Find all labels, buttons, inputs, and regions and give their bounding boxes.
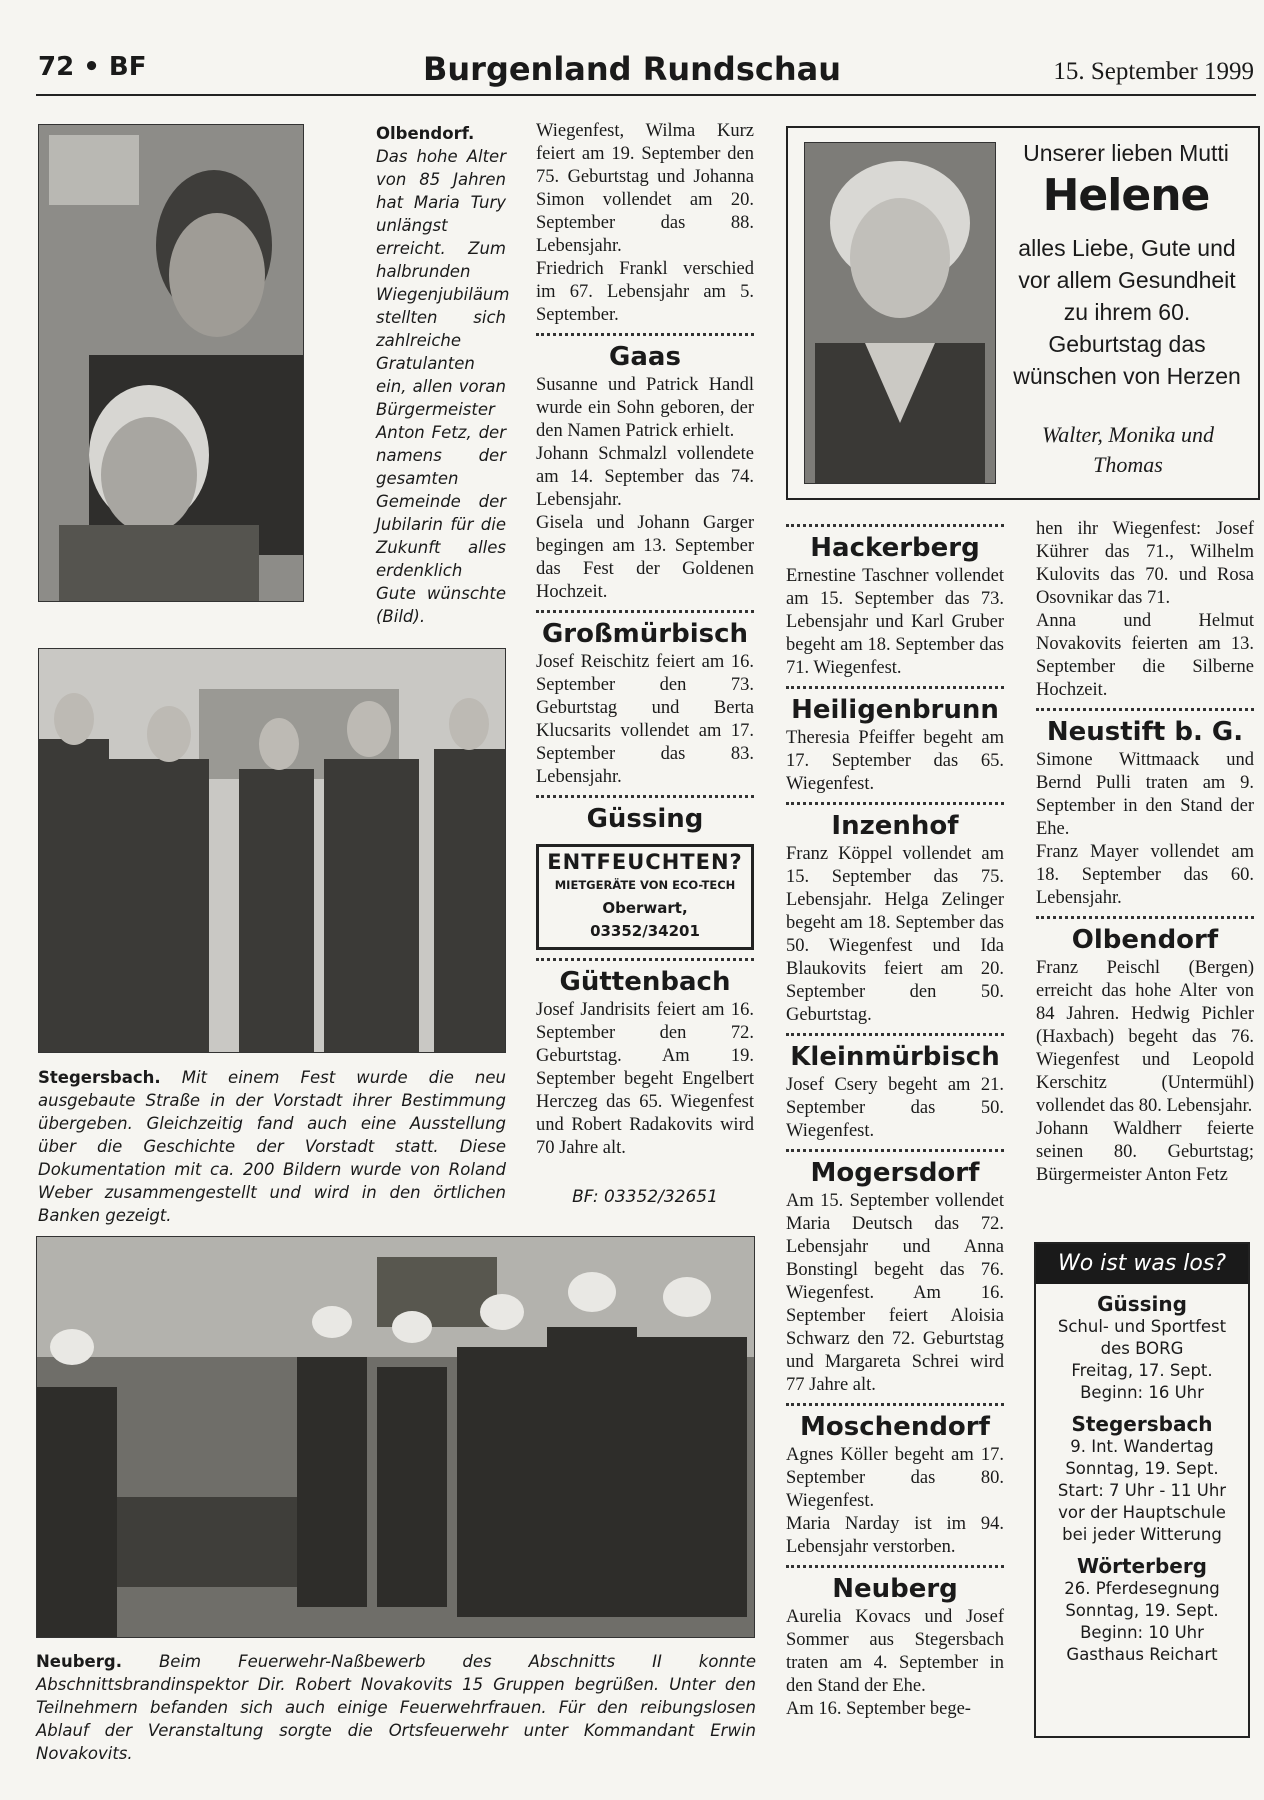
event-line: 26. Pferdesegnung <box>1064 1579 1220 1598</box>
photo-olbendorf <box>38 124 304 602</box>
article-text: Aurelia Kovacs und Josef Sommer aus Stegersbach traten am 4. September in den Stand der Ehe. <box>786 1607 1004 1696</box>
article-text: Ernestine Taschner vollendet am 15. September das 73. Lebensjahr und Karl Gruber begeht am 18. September das 71. Wiegenfest. <box>786 566 1004 678</box>
issue-date: 15. September 1999 <box>1053 58 1254 85</box>
event-town: Wörterberg <box>1077 1554 1207 1578</box>
column-4 <box>1036 518 1254 1187</box>
dotted-divider <box>786 1565 1004 1568</box>
article-text: hen ihr Wiegenfest: Josef Kührer das 71., Wilhelm Kulovits das 70. und Rosa Osovnikar das 71. <box>1036 519 1254 608</box>
ad-headline: ENTFEUCHTEN? <box>547 850 743 874</box>
event-line: Gasthaus Reichart <box>1066 1645 1218 1664</box>
heading-kleinmuerbisch: Kleinmürbisch <box>790 1042 1000 1072</box>
dotted-divider <box>536 333 754 336</box>
ad-birthday-helene <box>786 126 1260 500</box>
heading-hackerberg: Hackerberg <box>810 533 980 563</box>
article-text: Theresia Pfeiffer begeht am 17. September das 65. Wiegenfest. <box>786 728 1004 794</box>
article-text: Maria Narday ist im 94. Lebensjahr verstorben. <box>786 1514 1004 1557</box>
dotted-divider <box>786 1033 1004 1036</box>
article-text: Simone Wittmaack und Bernd Pulli traten am 9. September in den Stand der Ehe. <box>1036 750 1254 839</box>
event-line: vor der Hauptschule <box>1058 1503 1226 1522</box>
event-line: Beginn: 10 Uhr <box>1080 1623 1204 1642</box>
heading-heiligenbrunn: Heiligenbrunn <box>791 695 999 725</box>
article-text: Franz Köppel vollendet am 15. September das 75. Lebensjahr. Helga Zelinger begeht am 18. September das 50. Wiegenfest und Ida Blaukovits feiert am 20. September den 50. Geburtstag. <box>786 844 1004 1025</box>
article-text: Susanne und Patrick Handl wurde ein Sohn geboren, der den Namen Patrick erhielt. <box>536 375 754 441</box>
photo-helene <box>804 142 996 484</box>
dotted-divider <box>536 610 754 613</box>
heading-grossmuerbisch: Großmürbisch <box>541 619 749 649</box>
ad-signature: Walter, Monika und Thomas <box>1041 422 1215 477</box>
article-text: Josef Reischitz feiert am 16. September den 73. Geburtstag und Berta Klucsarits vollendet am 17. September das 83. Lebensjahr. <box>536 652 754 787</box>
ad-name: Helene <box>1042 170 1210 221</box>
article-text: Franz Mayer vollendet am 18. September das 60. Lebensjahr. <box>1036 842 1254 908</box>
article-text: Am 15. September vollendet Maria Deutsch das 72. Lebensjahr und Anna Bonstingl begeht das 76. Wiegenfest. Am 16. September feiert Aloisia Schwarz den 72. Geburtstag und Margareta Schrei wird 77 Jahre alt. <box>786 1191 1004 1395</box>
heading-neuberg: Neuberg <box>832 1574 958 1604</box>
heading-mogersdorf: Mogersdorf <box>810 1158 980 1188</box>
article-text: Agnes Köller begeht am 17. September das 80. Wiegenfest. <box>786 1445 1004 1511</box>
article-text: Anna und Helmut Novakovits feierten am 13. September die Silberne Hochzeit. <box>1036 611 1254 700</box>
event-line: Freitag, 17. Sept. <box>1071 1361 1213 1380</box>
ad-contact: Oberwart, 03352/34201 <box>590 899 700 940</box>
event-line: Start: 7 Uhr - 11 Uhr <box>1057 1481 1227 1500</box>
article-text: Franz Peischl (Bergen) erreicht das hohe Alter von 84 Jahren. Hedwig Pichler (Haxbach) begeht das 76. Wiegenfest und Leopold Kerschitz (Untermühl) vollendet das 80. Lebensjahr. <box>1036 958 1254 1116</box>
dotted-divider <box>786 686 1004 689</box>
event-town: Stegersbach <box>1071 1412 1213 1436</box>
heading-inzenhof: Inzenhof <box>831 811 959 841</box>
event-line: bei jeder Witterung <box>1062 1525 1222 1544</box>
event-line: Beginn: 16 Uhr <box>1080 1383 1204 1402</box>
dotted-divider <box>1036 708 1254 711</box>
ad-subline: MIETGERÄTE VON ECO-TECH <box>554 878 736 892</box>
events-title: Wo ist was los? <box>1036 1244 1248 1284</box>
article-text: Johann Schmalzl vollendete am 14. September das 74. Lebensjahr. <box>536 444 754 510</box>
article-text: Josef Csery begeht am 21. September das 50. Wiegenfest. <box>786 1075 1004 1141</box>
caption-text: Das hohe Alter von 85 Jahren hat Maria Tury unlängst erreicht. Zum halbrunden Wiegenjubiläum stellten sich zahlreiche Gratulanten ein, allen voran Bürgermeister Anton Fetz, der namens der gesamten Gemeinde der Jubilarin für die Zukunft alles erdenklich Gute wünschte (Bild). <box>376 147 510 626</box>
phone-number: BF: 03352/32651 <box>572 1187 718 1207</box>
event-line: des BORG <box>1100 1339 1184 1358</box>
article-text: Johann Waldherr feierte seinen 80. Geburtstag; Bürgermeister Anton Fetz <box>1036 1119 1254 1185</box>
article-text: Gisela und Johann Garger begingen am 13. September das Fest der Goldenen Hochzeit. <box>536 513 754 602</box>
dotted-divider <box>1036 916 1254 919</box>
event-line: Sonntag, 19. Sept. <box>1065 1459 1219 1478</box>
article-text: Josef Jandrisits feiert am 16. September den 72. Geburtstag. Am 19. September begeht Engelbert Herczeg das 65. Wiegenfest und Robert Radakovits wird 70 Jahre alt. <box>536 1000 754 1158</box>
dotted-divider <box>786 524 1004 527</box>
header-rule <box>36 94 1256 96</box>
caption-olbendorf <box>376 122 510 628</box>
event-line: Schul- und Sportfest <box>1057 1317 1227 1336</box>
heading-guessing: Güssing <box>586 804 704 834</box>
column-3 <box>786 518 1004 1721</box>
dotted-divider <box>786 1403 1004 1406</box>
heading-gaas: Gaas <box>609 342 681 372</box>
article-text: Am 16. September bege- <box>786 1699 971 1719</box>
caption-neuberg <box>36 1650 756 1765</box>
page-number: 72 • BF <box>38 52 147 82</box>
heading-guettenbach: Güttenbach <box>559 967 731 997</box>
column-2 <box>536 120 754 1209</box>
dotted-divider <box>536 958 754 961</box>
caption-place: Olbendorf. <box>376 124 475 143</box>
event-line: Sonntag, 19. Sept. <box>1065 1601 1219 1620</box>
caption-place: Stegersbach. <box>38 1068 161 1087</box>
event-line: 9. Int. Wandertag <box>1070 1437 1214 1456</box>
events-box <box>1034 1242 1250 1738</box>
photo-stegersbach <box>38 648 506 1053</box>
article-text: Wiegenfest, Wilma Kurz feiert am 19. September den 75. Geburtstag und Johanna Simon vollendet am 20. September das 88. Lebensjahr. <box>536 121 754 256</box>
newspaper-title: Burgenland Rundschau <box>422 50 841 88</box>
dotted-divider <box>786 1149 1004 1152</box>
caption-text: Mit einem Fest wurde die neu ausgebaute Straße in der Vorstadt ihrer Bestimmung übergeben. Gleichzeitig fand auch eine Ausstellung über die Geschichte der Vorstadt statt. Diese Dokumentation mit ca. 200 Bildern wurde von Roland Weber zusammengestellt und wird in den örtlichen Banken gezeigt. <box>38 1068 506 1225</box>
caption-text: Beim Feuerwehr-Naßbewerb des Abschnitts II konnte Abschnittsbrandinspektor Dir. Robert Novakovits 15 Gruppen begrüßen. Unter den Teilnehmern befanden sich auch einige Feuerwehrfrauen. Für den reibungslosen Ablauf der Veranstaltung sorgte die Ortsfeuerwehr unter Kommandant Erwin Novakovits. <box>36 1652 756 1763</box>
ad-message: alles Liebe, Gute und vor allem Gesundheit zu ihrem 60. Geburtstag das wünschen von Herzen <box>1013 235 1241 389</box>
heading-olbendorf: Olbendorf <box>1071 925 1219 955</box>
heading-neustift: Neustift b. G. <box>1046 717 1244 747</box>
dotted-divider <box>786 802 1004 805</box>
event-town: Güssing <box>1097 1292 1187 1316</box>
caption-place: Neuberg. <box>36 1652 122 1671</box>
ad-entfeuchten <box>536 844 754 950</box>
caption-stegersbach <box>38 1066 506 1227</box>
ad-greeting: Unserer lieben Mutti <box>1023 140 1229 166</box>
dotted-divider <box>536 795 754 798</box>
photo-neuberg <box>36 1236 755 1638</box>
article-text: Friedrich Frankl verschied im 67. Lebensjahr am 5. September. <box>536 259 754 325</box>
heading-moschendorf: Moschendorf <box>800 1412 990 1442</box>
